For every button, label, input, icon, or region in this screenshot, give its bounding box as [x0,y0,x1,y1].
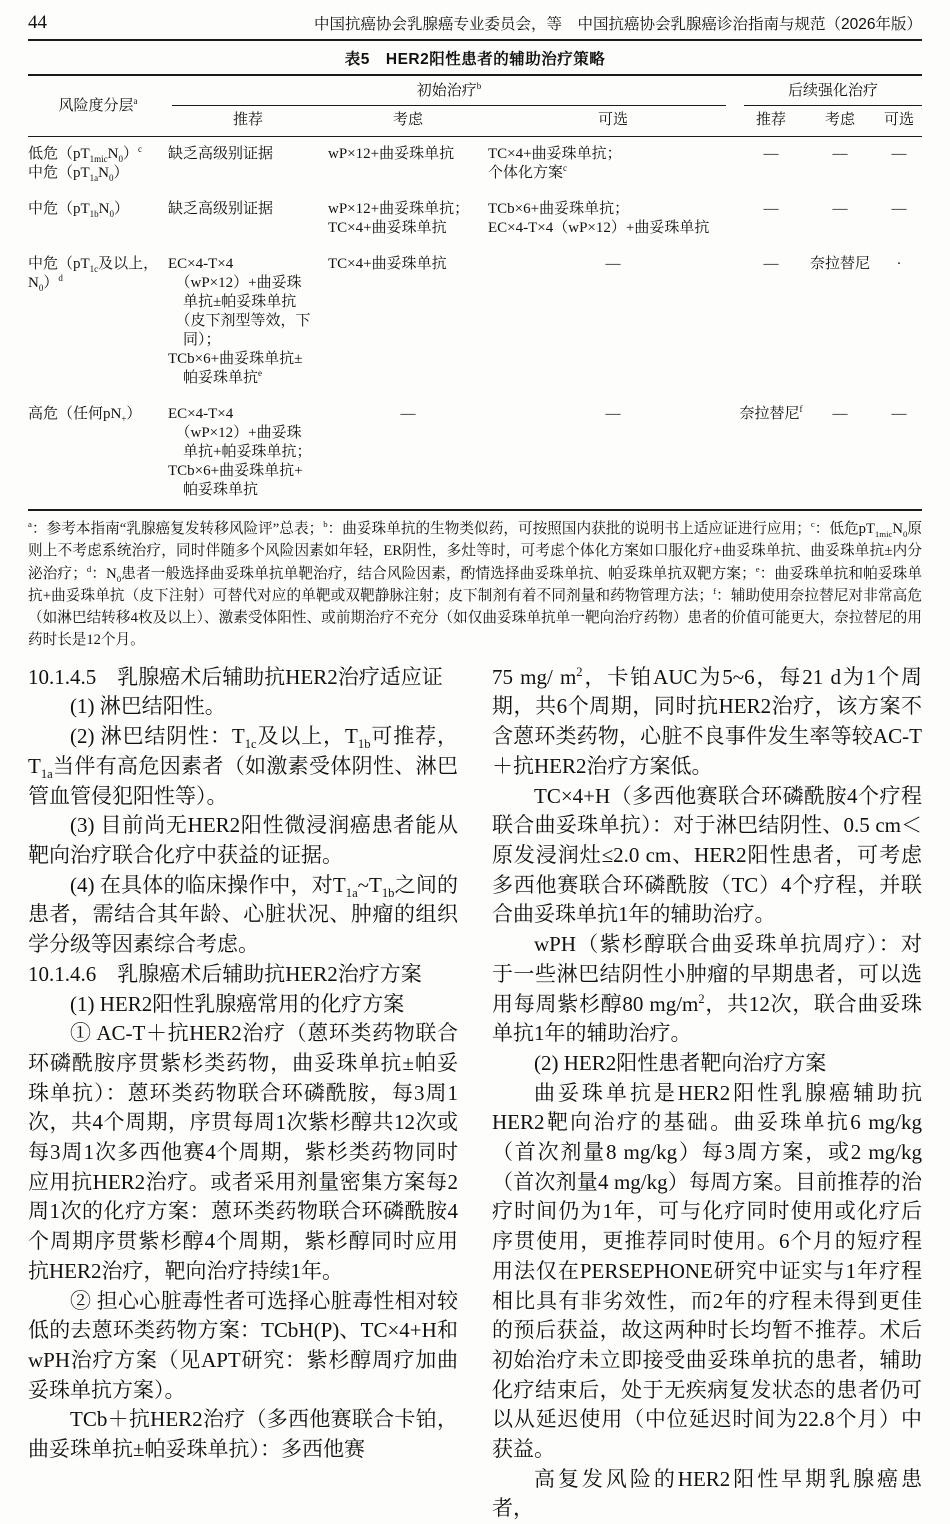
followup-recommend-cell: — [763,146,779,162]
followup-recommend-cell: 奈拉替尼$^f$ [739,404,803,422]
table-row [28,247,922,397]
subheader-recommend-initial: 推荐 [168,106,328,137]
followup-consider-cell: — [832,406,848,422]
initial-recommend-cell: EC×4-T×4 （wP×12）+曲妥珠 单抗+帕妥珠单抗； TCb×6+曲妥珠单抗+ 帕妥珠单抗 [168,406,312,498]
body-columns [28,663,922,1524]
page-number: 44 [28,12,47,33]
initial-optional-cell: TCb×6+曲妥珠单抗； EC×4-T×4（wP×12）+曲妥珠单抗 [488,201,710,236]
paragraph: 曲妥珠单抗是HER2阳性乳腺癌辅助抗HER2靶向治疗的基础。曲妥珠单抗6 mg/kg（首次剂量8 mg/kg）每3周方案，或2 mg/kg（首次剂量4 mg/kg）每周方案。目前推荐的治疗时间仍为1年，可与化疗同时使用或化疗后序贯使用，更推荐同时使用。6个月的短疗程用法仅在PERSEPHONE研究中证实与1年疗程相比具有非劣效性，而2年的疗程未得到更佳的预后获益，故这两种时长均暂不推荐。术后初始治疗未立即接受曲妥珠单抗的患者，辅助化疗结束后，处于无疾病复发状态的患者仍可以从延迟使用（中位延迟时间为22.8个月）中获益。 [492,1080,922,1462]
table-footnote: $^a$：参考本指南“乳腺癌复发转移风险评”总表；$^b$：曲妥珠单抗的生物类似药，可按照国内获批的说明书上适应证进行应用；$^c$：低危$pT_{1mic}N_0$原则上不考虑系统治疗，同时伴随多个风险因素如年轻，ER阴性，多灶等时，可考虑个体化方案如口服化疗+曲妥珠单抗、曲妥珠单抗±内分泌治疗；$^d$：$N_0$患者一般选择曲妥珠单抗单靶治疗，结合风险因素，酌情选择曲妥珠单抗、帕妥珠单抗双靶方案；$^e$：曲妥珠单抗和帕妥珠单抗+曲妥珠单抗（皮下注射）可替代对应的单靶或双靶静脉注射；皮下制剂有着不同剂量和药物管理方法；$^f$：辅助使用奈拉替尼对非常高危（如淋巴结转移4枚及以上）、激素受体阳性、或前期治疗不充分（如仅曲妥珠单抗单一靶向治疗药物）患者的价值可能更大，奈拉替尼的用药时长是12个月。 [28,519,922,649]
initial-recommend-cell: EC×4-T×4 （wP×12）+曲妥珠 单抗±帕妥珠单抗 （皮下剂型等效，下 同）； TCb×6+曲妥珠单抗± 帕妥珠单抗$^e$ [168,256,311,386]
paragraph: ① AC-T＋抗HER2治疗（蒽环类药物联合环磷酰胺序贯紫杉类药物，曲妥珠单抗±帕妥珠单抗）：蒽环类药物联合环磷酰胺，每3周1次，共4个周期，序贯每周1次紫杉醇共12次或每3周1次多西他赛4个周期，紫杉类药物同时应用抗HER2治疗。或者采用剂量密集方案每2周1次的化疗方案：蒽环类药物联合环磷酰胺4个周期序贯紫杉醇4个周期，紫杉醇同时应用抗HER2治疗，靶向治疗持续1年。 [28,1021,458,1283]
initial-optional-cell: — [605,406,621,422]
followup-consider-cell: — [832,146,848,162]
table-group-header-row [28,75,922,106]
body-column-left [28,663,458,1524]
followup-optional-cell: — [891,201,907,217]
treatment-strategy-table [28,74,922,511]
paragraph: wPH（紫杉醇联合曲妥珠单抗周疗）：对于一些淋巴结阴性小肿瘤的早期患者，可以选用每周紫杉醇80 $mg/m^2$，共12次，联合曲妥珠单抗1年的辅助治疗。 [492,932,922,1046]
running-head [28,6,922,39]
paragraph: 75 mg/ $m^2$，卡铂AUC为5~6，每21 d为1个周期，共6个周期，同时抗HER2治疗，该方案不含蒽环类药物，心脏不良事件发生率等较AC-T＋抗HER2治疗方案低。 [492,664,922,778]
paragraph: (2) HER2阳性患者靶向治疗方案 [534,1050,827,1075]
initial-consider-cell: wP×12+曲妥珠单抗； TC×4+曲妥珠单抗 [328,201,470,236]
initial-treatment-group-header [168,75,738,106]
running-head-title: 中国抗癌协会乳腺癌专业委员会，等 中国抗癌协会乳腺癌诊治指南与规范（2026年版） [314,16,922,33]
initial-consider-cell: — [400,406,416,422]
table-row [28,137,922,193]
paragraph: (4) 在具体的临床操作中，对$T_{1a}\sim T_{1b}$之间的患者，需结合其年龄、心脏状况、肿瘤的组织学分级等因素综合考虑。 [28,872,458,957]
initial-optional-cell: TC×4+曲妥珠单抗； 个体化方案$^c$ [488,146,622,181]
subheader-consider-followup: 考虑 [804,106,876,137]
subheader-recommend-followup: 推荐 [738,106,804,137]
initial-recommend-cell: 缺乏高级别证据 [168,201,274,217]
risk-cell: 中危（$pT_{1c}$及以上， $N_0)^d$ [28,256,159,293]
table-row [28,397,922,510]
initial-treatment-group-label: 初始治疗$^b$ [172,76,726,106]
risk-stratification-header: 风险度分层$^a$ [28,75,168,137]
subheader-optional-initial: 可选 [488,106,738,137]
header-rule [28,39,922,41]
initial-consider-cell: wP×12+曲妥珠单抗 [328,146,455,162]
paragraph: (2) 淋巴结阴性：$T_{1c}$及以上，$T_{1b}$可推荐，$T_{1a}$当伴有高危因素者（如激素受体阴性、淋巴管血管侵犯阳性等）。 [28,724,459,808]
followup-optional-cell: · [896,256,902,272]
initial-consider-cell: TC×4+曲妥珠单抗 [328,256,447,272]
paragraph: (1) 淋巴结阳性。 [70,694,226,719]
paragraph: (3) 目前尚无HER2阳性微浸润癌患者能从靶向治疗联合化疗中获益的证据。 [28,813,458,867]
paragraph: (1) HER2阳性乳腺癌常用的化疗方案 [70,991,405,1016]
table-row [28,192,922,247]
subheader-optional-followup: 可选 [876,106,922,137]
paragraph: 高复发风险的HER2阳性早期乳腺癌患者， [492,1466,922,1521]
risk-cell: 低危$(pT_{1mic}N_0)^c$ 中危$(pT_{1a}N_0)$ [28,144,143,183]
followup-consider-cell: 奈拉替尼 [810,256,871,272]
paragraph: TCb＋抗HER2治疗（多西他赛联合卡铂，曲妥珠单抗±帕妥珠单抗）：多西他赛 [28,1407,458,1462]
followup-consider-cell: — [832,201,848,217]
followup-recommend-cell: — [763,201,779,217]
initial-optional-cell: — [605,256,621,272]
followup-optional-cell: — [891,406,907,422]
initial-recommend-cell: 缺乏高级别证据 [168,146,274,162]
followup-recommend-cell: — [763,256,779,272]
followup-optional-cell: — [891,146,907,162]
body-column-right [492,663,922,1524]
risk-cell: 高危（任何$pN_+$） [28,406,142,424]
paragraph: TC×4+H（多西他赛联合环磷酰胺4个疗程联合曲妥珠单抗）：对于淋巴结阴性、0.5 cm＜原发浸润灶≤2.0 cm、HER2阳性患者，可考虑多西他赛联合环磷酰胺（TC）4个疗程，并联合曲妥珠单抗1年的辅助治疗。 [492,783,922,927]
followup-treatment-group-header [738,75,922,106]
subheader-consider-initial: 考虑 [328,106,488,137]
section-heading: 10.1.4.5 乳腺癌术后辅助抗HER2治疗适应证 [28,664,443,689]
followup-treatment-group-label: 后续强化治疗 [744,76,922,106]
paragraph: ② 担心心脏毒性者可选择心脏毒性相对较低的去蒽环类药物方案：TCbH(P)、TC×4+H和wPH治疗方案（见APT研究：紫杉醇周疗加曲妥珠单抗方案）。 [28,1288,458,1402]
section-heading: 10.1.4.6 乳腺癌术后辅助抗HER2治疗方案 [28,961,422,986]
table-title: 表5 HER2阳性患者的辅助治疗策略 [344,51,606,68]
risk-cell: 中危$(pT_{1b}N_0)$ [28,201,130,219]
